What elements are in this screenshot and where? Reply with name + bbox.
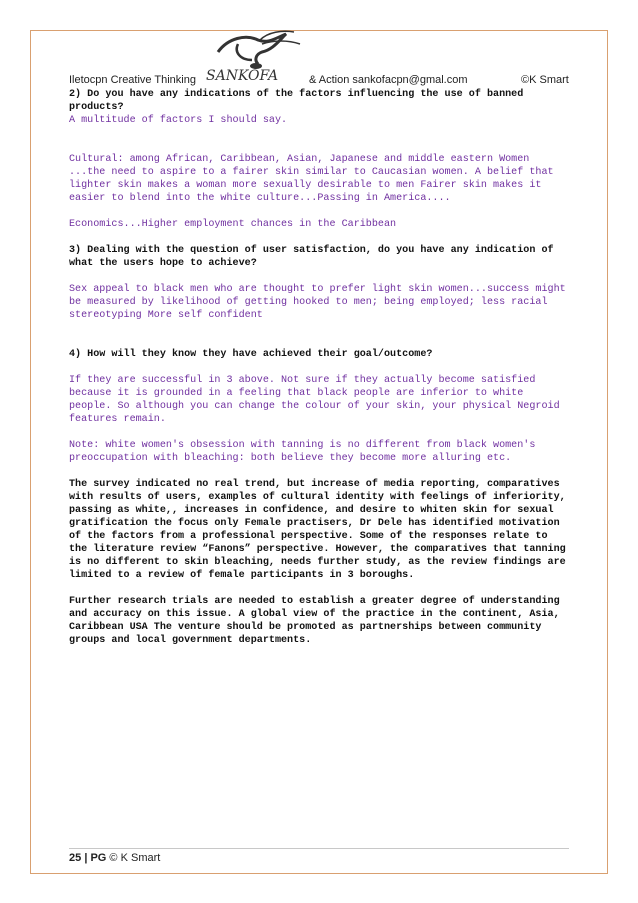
header-middle-text: & Action sankofacpn@gmal.com [309, 74, 468, 86]
sankofa-logo [198, 30, 308, 88]
summary-paragraph-2: Further research trials are needed to establish a greater degree of understanding and accuracy on this issue. A global view of the practice in the continent, Asia, Caribbean USA The venture should be promoted as partnerships between community groups and local government departments. [69, 596, 560, 646]
header-left-text: Iletocpn Creative Thinking [69, 74, 196, 86]
answer-4: If they are successful in 3 above. Not sure if they actually become satisfied because it is grounded in a feeling that black people are inferior to white people. So although you can change the colour of your skin, your physical Negroid features remain. [69, 375, 560, 425]
footer-credit: © K Smart [109, 852, 161, 864]
question-2: 2) Do you have any indications of the factors influencing the use of banned products? [69, 89, 524, 113]
footer-separator: | [84, 852, 88, 864]
header-right-text: ©K Smart [521, 74, 569, 86]
question-3: 3) Dealing with the question of user satisfaction, do you have any indication of what the users hope to achieve? [69, 245, 554, 269]
page-header [69, 74, 579, 88]
answer-3: Sex appeal to black men who are thought to prefer light skin women...success might be measured by likelihood of getting hooked to men; being employed; less racial stereotyping More self confident [69, 284, 566, 321]
answer-2-cultural: Cultural: among African, Caribbean, Asian, Japanese and middle eastern Women ...the need to aspire to a fairer skin similar to Caucasian women. A belief that lighter skin makes a woman more sexually desirable to men Fairer skin makes it easier to blend into the white culture...Passing in America.... [69, 154, 554, 204]
answer-2-intro: A multitude of factors I should say. [69, 115, 288, 126]
document-body [69, 88, 569, 647]
footer-divider [69, 848, 569, 849]
answer-2-economics: Economics...Higher employment chances in the Caribbean [69, 219, 397, 230]
page-number: 25 [69, 852, 82, 864]
logo-text: SANKOFA [206, 68, 279, 84]
answer-4-note: Note: white women's obsession with tanning is no different from black women's preoccupation with bleaching: both believe they become more alluring etc. [69, 440, 536, 464]
summary-paragraph-1: The survey indicated no real trend, but increase of media reporting, comparatives with results of users, examples of cultural identity with feelings of inferiority, passing as white,, increases in confidence, and desire to whiten skin for sexual gratification the focus only Female practisers, Dr Dele has identified motivation of the factors from a professional perspective. Some of the responses relate to the literature review “Fanons” perspective. However, the comparatives that tanning is no different to skin bleaching, needs further study, as the review findings are limited to a review of female participants in 3 boroughs. [69, 479, 566, 581]
question-4: 4) How will they know they have achieved their goal/outcome? [69, 349, 433, 360]
page-footer [69, 852, 160, 864]
footer-pg: PG [90, 852, 107, 864]
